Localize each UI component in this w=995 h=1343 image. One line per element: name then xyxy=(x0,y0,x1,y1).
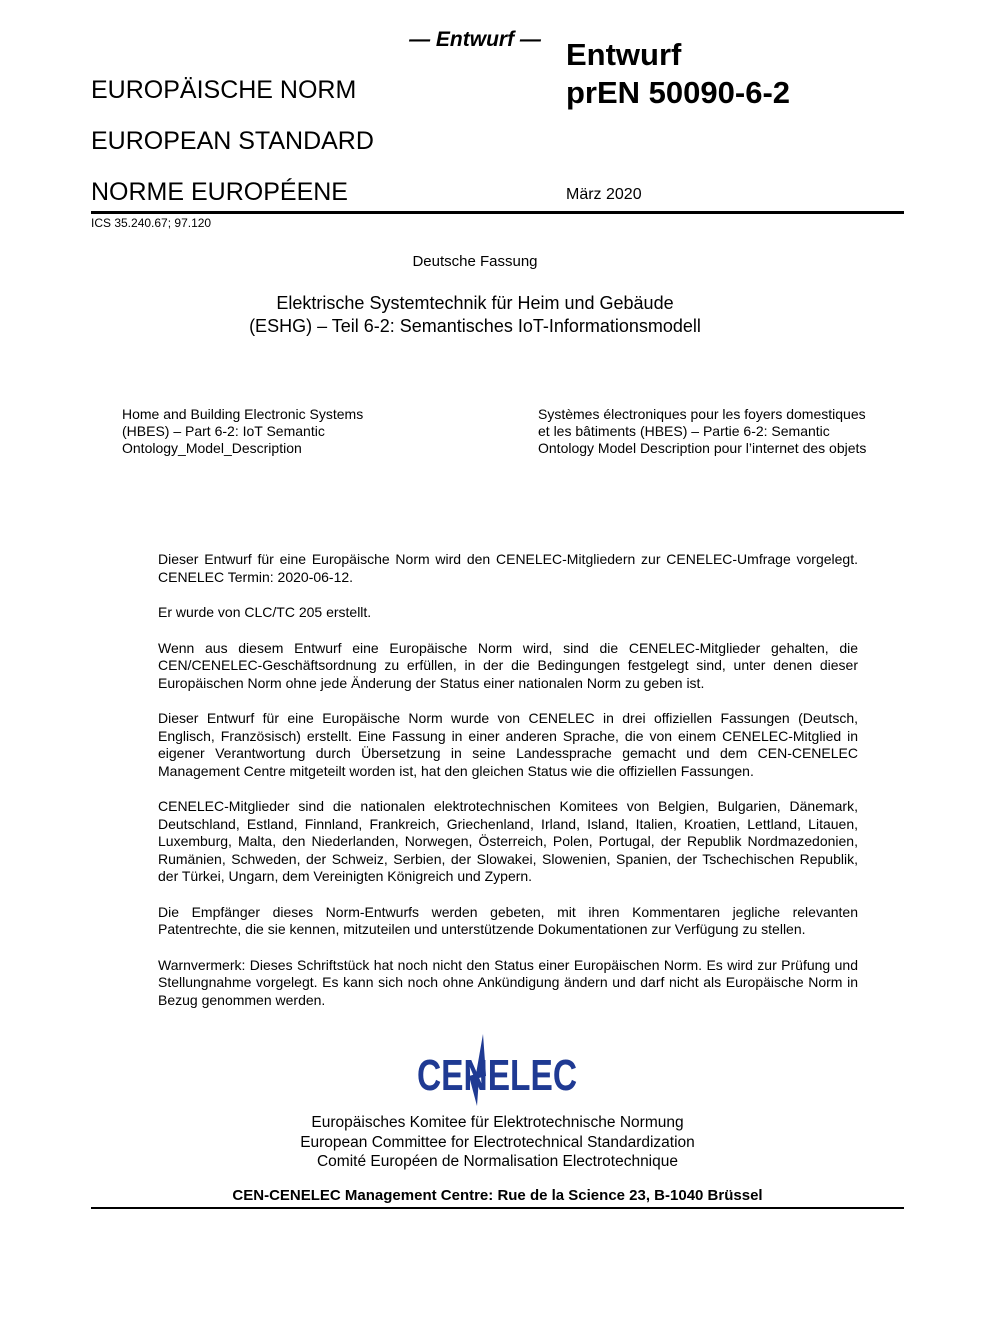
address: CEN-CENELEC Management Centre: Rue de la Science 23, B-1040 Brüssel xyxy=(232,1187,763,1204)
publication-date: März 2020 xyxy=(566,186,642,203)
logo-wordmark: CENELEC xyxy=(417,1051,577,1100)
version-label: Deutsche Fassung xyxy=(412,253,538,270)
body-text xyxy=(158,551,858,1027)
title-french-line: Systèmes électroniques pour les foyers domestiques xyxy=(538,406,866,422)
cenelec-logo xyxy=(415,1032,580,1107)
paragraph: Er wurde von CLC/TC 205 erstellt. xyxy=(158,604,372,620)
title-english-line: Home and Building Electronic Systems xyxy=(122,406,364,422)
paragraph: Dieser Entwurf für eine Europäische Norm wird den CENELEC-Mitgliedern zur CENELEC-Umfrage vorgelegt. CENELEC Termin: 2020-06-12. xyxy=(158,551,858,585)
title-french-line: Ontology Model Description pour l’internet des objets xyxy=(538,440,867,456)
paragraph: Dieser Entwurf für eine Europäische Norm wurde von CENELEC in drei offiziellen Fassungen (Deutsch, Englisch, Französisch) erstellt. Eine Fassung in einer anderen Sprache, die von einem CENELEC-Mitglied in eigener Verantwortung durch Übersetzung in seine Landessprache gemacht und dem CEN-CENELEC Management Centre mitgeteilt worden ist, hat den gleichen Status wie die offiziellen Fassungen. xyxy=(158,710,858,779)
paragraph: Die Empfänger dieses Norm-Entwurfs werden gebeten, mit ihren Kommentaren jegliche relevanten Patentrechte, die sie kennen, mitzuteilen und unterstützende Dokumentationen zur Verfügung zu stellen. xyxy=(158,903,858,937)
title-english-line: Ontology_Model_Description xyxy=(122,440,302,456)
ics-code: ICS 35.240.67; 97.120 xyxy=(91,216,212,230)
title-french xyxy=(538,406,898,457)
standard-titles xyxy=(91,74,374,227)
title-french-line: et les bâtiments (HBES) – Partie 6-2: Semantic xyxy=(538,423,830,439)
title-line: (ESHG) – Teil 6-2: Semantisches IoT-Informationsmodell xyxy=(249,316,701,336)
title-line: Elektrische Systemtechnik für Heim und Gebäude xyxy=(276,293,674,313)
document-identifier xyxy=(566,36,790,112)
standard-title-fr: NORME EUROPÉENE xyxy=(91,178,348,206)
organization-en: European Committee for Electrotechnical Standardization xyxy=(300,1133,695,1151)
document-label: Entwurf xyxy=(566,37,682,72)
document-number: prEN 50090-6-2 xyxy=(566,75,791,110)
title-english xyxy=(122,406,422,457)
header-rule xyxy=(91,211,904,214)
document-title xyxy=(150,292,800,338)
paragraph: Wenn aus diesem Entwurf eine Europäische Norm wird, sind die CENELEC-Mitglieder gehalten, die CEN/CENELEC-Geschäftsordnung zu erfüllen, in der die Bedingungen festgelegt sind, unter denen dieser Europäischen Norm ohne jede Änderung der Status einer nationalen Norm zu geben ist. xyxy=(158,639,858,691)
footer-rule xyxy=(91,1207,904,1209)
organization-names xyxy=(0,1113,995,1172)
standard-title-de: EUROPÄISCHE NORM xyxy=(91,76,357,104)
draft-mark: — Entwurf — xyxy=(409,28,541,51)
paragraph: CENELEC-Mitglieder sind die nationalen elektrotechnischen Komitees von Belgien, Bulgarien, Dänemark, Deutschland, Estland, Finnland, Frankreich, Griechenland, Irland, Island, Italien, Kroatien, Lettland, Litauen, Luxemburg, Malta, den Niederlanden, Norwegen, Österreich, Polen, Portugal, der Republik Nordmazedonien, Rumänien, Schweden, der Schweiz, Serbien, der Slowakei, Slowenien, Spanien, der Tschechischen Republik, der Türkei, Ungarn, dem Vereinigten Königreich und Zypern. xyxy=(158,798,858,884)
organization-fr: Comité Européen de Normalisation Electrotechnique xyxy=(316,1153,678,1170)
standard-title-en: EUROPEAN STANDARD xyxy=(91,127,374,155)
paragraph: Warnvermerk: Dieses Schriftstück hat noch nicht den Status einer Europäischen Norm. Es wird zur Prüfung und Stellungnahme vorgelegt. Es kann sich noch ohne Ankündigung ändern und darf nicht als Europäische Norm in Bezug genommen werden. xyxy=(158,956,858,1008)
title-english-line: (HBES) – Part 6-2: IoT Semantic xyxy=(122,423,325,439)
organization-de: Europäisches Komitee für Elektrotechnische Normung xyxy=(311,1114,684,1131)
